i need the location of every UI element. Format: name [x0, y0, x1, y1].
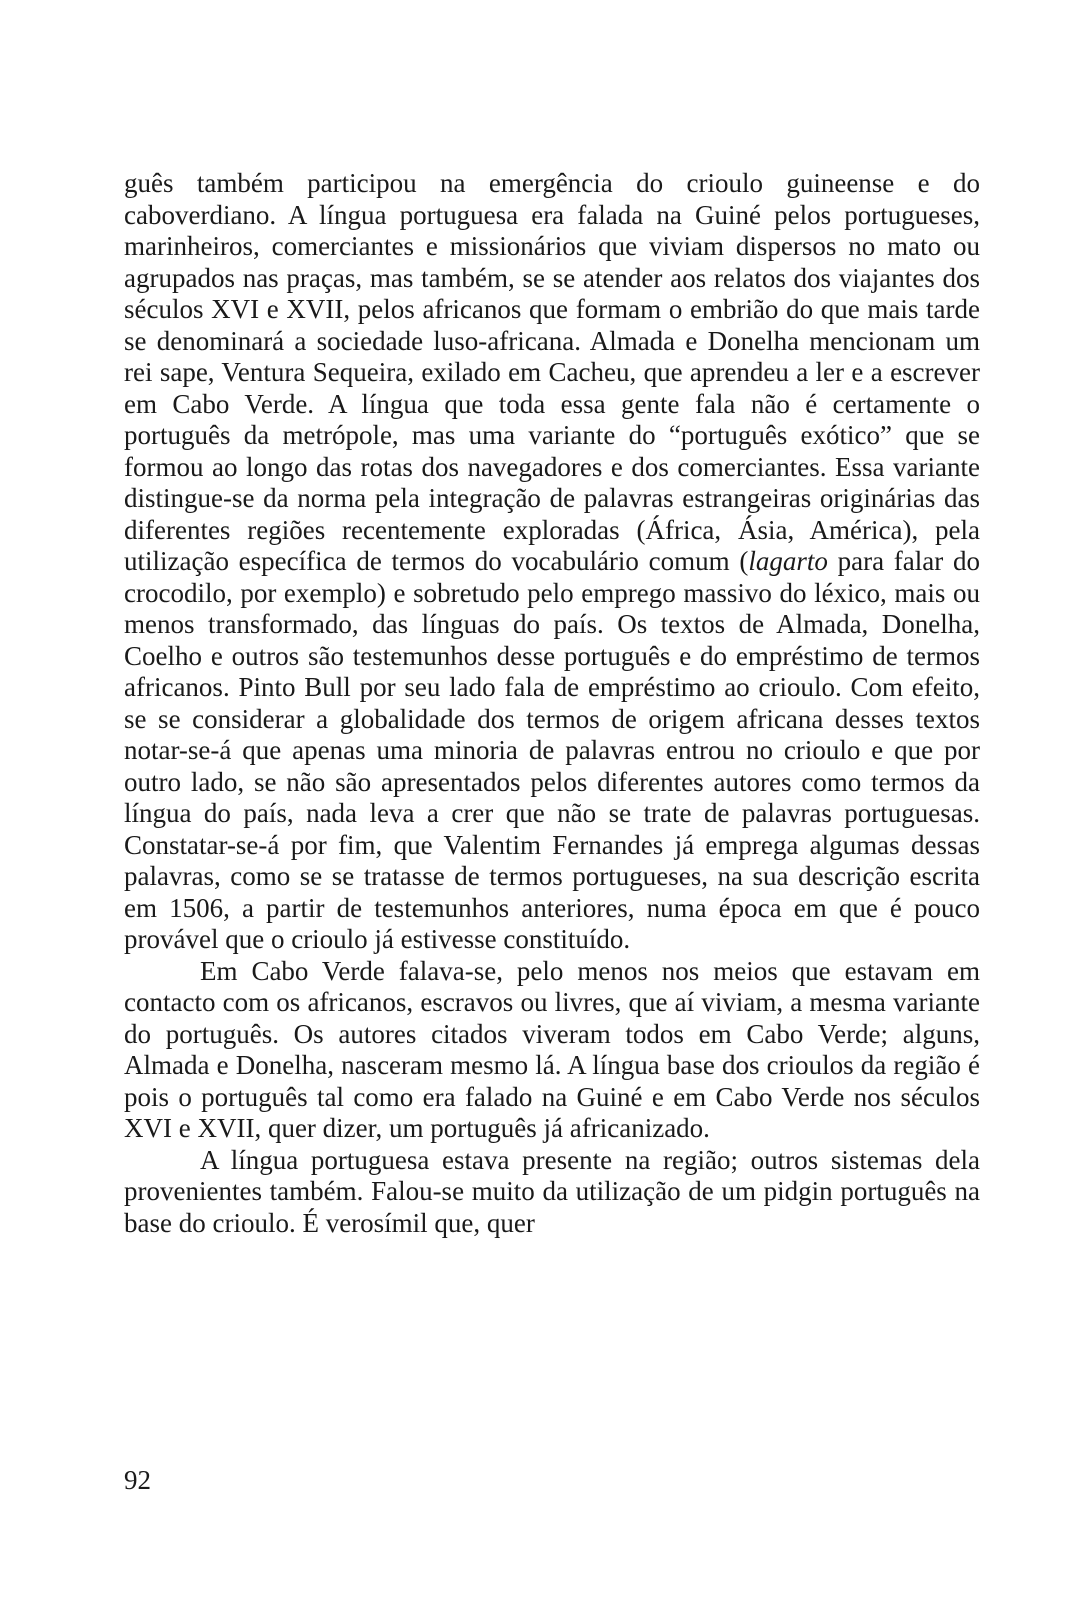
paragraph-2: Em Cabo Verde falava-se, pelo menos nos meios que estavam em contacto com os africanos, escravos ou livres, que aí viviam, a mesma variante do português. Os autores citados viveram todos em Cabo Verde; alguns, Almada e Donelha, nasceram mesmo lá. A língua base dos crioulos da região é pois o português tal como era falado na Guiné e em Cabo Verde nos séculos XVI e XVII, quer dizer, um português já africanizado.	[124, 955, 980, 1143]
page-number: 92	[124, 1465, 151, 1495]
paragraph-1	[124, 168, 980, 956]
paragraph-3: A língua portuguesa estava presente na região; outros sistemas dela provenientes também. Falou-se muito da utilização de um pidgin português na base do crioulo. É verosímil que, quer	[124, 1144, 980, 1238]
paragraph-1-part-1: guês também participou na emergência do crioulo guineense e do caboverdiano. A língua portuguesa era falada na Guiné pelos portugueses, marinheiros, comerciantes e missionários que viviam dispersos no mato ou agrupados nas praças, mas também, se se atender aos relatos dos viajantes dos séculos XVI e XVII, pelos africanos que formam o embrião do que mais tarde se denominará a sociedade luso-africana. Almada e Donelha mencionam um rei sape, Ventura Sequeira, exilado em Cacheu, que aprendeu a ler e a escrever em Cabo Verde. A língua que toda essa gente fala não é certamente o português da metrópole, mas uma variante do “português exótico” que se formou ao longo das rotas dos navegadores e dos comerciantes. Essa variante distingue-se da norma pela integração de palavras estrangeiras originárias das diferentes regiões recentemente exploradas (África, Ásia, América), pela utilização específica de termos do vocabulário comum (	[124, 168, 980, 576]
body-text	[124, 168, 980, 1239]
paragraph-1-part-2: para falar do crocodilo, por exemplo) e sobretudo pelo emprego massivo do léxico, mais ou menos transformado, das línguas do país. Os textos de Almada, Donelha, Coelho e outros são testemunhos desse português e do empréstimo de termos africanos. Pinto Bull por seu lado fala de empréstimo ao crioulo. Com efeito, se se considerar a globalidade dos termos de origem africana desses textos notar-se-á que apenas uma minoria de palavras entrou no crioulo e que por outro lado, se não são apresentados pelos diferentes autores como termos da língua do país, nada leva a crer que não se trate de palavras portuguesas. Constatar-se-á por fim, que Valentim Fernandes já emprega algumas dessas palavras, como se se tratasse de termos portugueses, na sua descrição escrita em 1506, a partir de testemunhos anteriores, numa época em que é pouco provável que o crioulo já estivesse constituído.	[124, 546, 980, 954]
italic-term-lagarto: lagarto	[748, 546, 828, 576]
